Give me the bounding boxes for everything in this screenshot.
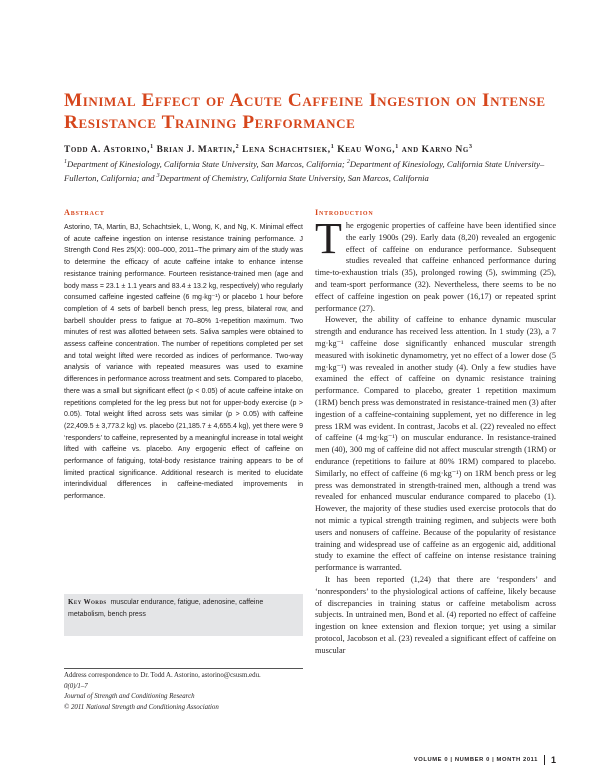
affiliation-text: Department of Kinesiology, California State University, San Marcos, California;: [67, 158, 347, 169]
article-title: Minimal Effect of Acute Caffeine Ingestion on Intense Resistance Training Performance: [64, 90, 546, 133]
intro-paragraph: It has been reported (1,24) that there are ‘responders’ and ‘nonresponders’ to the physiological actions of caffeine, likely because of discrepancies in training status or caffeine metabolism across subjects. In untrained men, Bond et al. (4) reported no effect of caffeine ingestion on knee extension and flexion torque; yet using a similar protocol, Jacobson et al. (23) revealed a significant effect of caffeine on muscular: [315, 574, 556, 655]
key-words-box: [64, 594, 303, 636]
intro-paragraph: However, the ability of caffeine to enhance dynamic muscular strength and endurance has received less attention. In 1 study (23), a 7 mg·kg⁻¹ caffeine dose significantly enhanced muscular strength measured with isokinetic dynamometry, yet no effect of a lower dose (5 mg·kg⁻¹) was revealed in another study (4). Only a few studies have examined the effect of caffeine on dynamic resistance training performance. Compared to placebo, greater 1 repetition maximum (1RM) bench press was demonstrated in resistance-trained men (3) after ingestion of a caffeine-containing supplement, yet no difference in leg press 1RM was evident. In contrast, Jacobs et al. (22) revealed no effect of caffeine (4 mg·kg⁻¹) on muscular endurance. In resistance-trained men (40), 300 mg of caffeine did not affect muscular strength (1RM) or endurance (repetitions to failure at 80% 1RM) compared to placebo. Similarly, no effect of caffeine (6 mg·kg⁻¹) on 1RM bench press or leg press was demonstrated in strength-trained men, although a trend was revealed for enhanced muscular endurance compared to placebo (1). However, the majority of these studies used exercise protocols that do not mimic a typical strength training regimen, and subjects were both users and nonusers of caffeine. Because of the popularity of resistance training and widespread use of caffeine as an ergogenic aid, additional study to examine the effect of caffeine on intense resistance training performance is warranted.: [315, 315, 556, 573]
journal-name: Journal of Strength and Conditioning Research: [64, 693, 195, 700]
affiliation-mark: 1: [64, 159, 67, 165]
abstract-heading: Abstract: [64, 208, 105, 217]
affiliation-mark: 2: [346, 159, 350, 165]
author-affiliation-mark: 1: [330, 144, 335, 150]
author-name: and Karno Ng: [398, 145, 469, 156]
key-words-label: Key Words: [68, 598, 107, 606]
author-affiliation-mark: 1: [150, 144, 154, 150]
correspondence-address: Address correspondence to Dr. Todd A. Astorino, astorino@csusm.edu.: [64, 672, 261, 679]
key-words-text: muscular endurance, fatigue, adenosine, caffeine metabolism, bench press: [68, 599, 264, 618]
abstract-text: Astorino, TA, Martin, BJ, Schachtsiek, L, Wong, K, and Ng, K. Minimal effect of acute caffeine ingestion on intense resistance training performance. J Strength Cond Res 25(X): 000–000, 2011–The primary aim of the study was to determine the efficacy of acute caffeine intake to enhance intense resistance training performance. Fourteen resistance-trained men (age and body mass = 23.1 ± 1.1 years and 83.4 ± 13.2 kg, respectively) who regularly consumed caffeine ingested caffeine (6 mg·kg⁻¹) or placebo 1 hour before completion of 4 sets of barbell bench press, leg press, bilateral row, and barbell shoulder press to fatigue at 70–80% 1-repetition maximum. Two minutes of rest was allotted between sets. Saliva samples were obtained to assess caffeine concentration. The number of repetitions completed per set and total weight lifted were recorded as indices of performance. Two-way analysis of variance with repeated measures was used to examine differences in performance across treatment and sets. Compared to placebo, there was a small but significant effect (p < 0.05) of acute caffeine intake on repetitions completed for the leg press but not for upper-body exercise (p > 0.05). Total weight lifted across sets was similar (p > 0.05) with caffeine (22,409.5 ± 3,773.2 kg) vs. placebo (21,185.7 ± 4,655.4 kg), yet there were 9 ‘responders’ to caffeine, represented by a meaningful increase in total weight lifted with caffeine vs. placebo. Any ergogenic effect of caffeine on performance of fatiguing, total-body resistance training appears to be of limited practical significance. Additional research is merited to elucidate interindividual differences in caffeine-mediated improvements in performance.: [64, 224, 303, 501]
author-name: Lena Schachtsiek,: [239, 145, 331, 156]
introduction-heading: Introduction: [315, 208, 374, 217]
author-affiliation-mark: 3: [468, 144, 473, 150]
footnote-divider: [64, 668, 303, 669]
issue-code: 0(0)/1–7: [64, 682, 88, 690]
affiliation-text: Department of Kinesiology, California State University–Fullerton, California; and: [64, 158, 545, 183]
affiliation-mark: 3: [156, 172, 160, 179]
copyright-line: © 2011 National Strength and Conditioning Association: [64, 703, 219, 711]
author-list: [64, 141, 554, 156]
footer-separator: [544, 755, 545, 765]
drop-cap: T: [315, 214, 342, 263]
author-affiliation-mark: 2: [235, 144, 240, 150]
introduction-body: [315, 214, 556, 656]
footer-volume-info: VOLUME 0 | NUMBER 0 | MONTH 2011: [413, 757, 538, 763]
affiliation-text: Department of Chemistry, California State University, San Marcos, California: [159, 172, 429, 183]
page-footer: [414, 753, 556, 767]
intro-paragraph: he ergogenic properties of caffeine have been identified since the early 1900s (29). Early data (8,20) revealed an ergogenic effect of caffeine on endurance performance. Subsequent studies revealed that caffeine enhanced performance during time-to-exhaustion trials (35), prolonged rowing (5), swimming (25), and team-sport performance (32). Nevertheless, there seems to be no effect of caffeine ingestion on peak power (16,17) or repeated sprint performance (27).: [315, 221, 556, 313]
author-affiliation-mark: 1: [395, 144, 399, 150]
author-name: Todd A. Astorino,: [64, 145, 151, 156]
author-name: Keau Wong,: [334, 145, 396, 156]
affiliations: [64, 156, 554, 184]
page-number: 1: [550, 755, 556, 765]
author-name: Brian J. Martin,: [153, 145, 236, 156]
correspondence-footnote: [64, 671, 303, 713]
